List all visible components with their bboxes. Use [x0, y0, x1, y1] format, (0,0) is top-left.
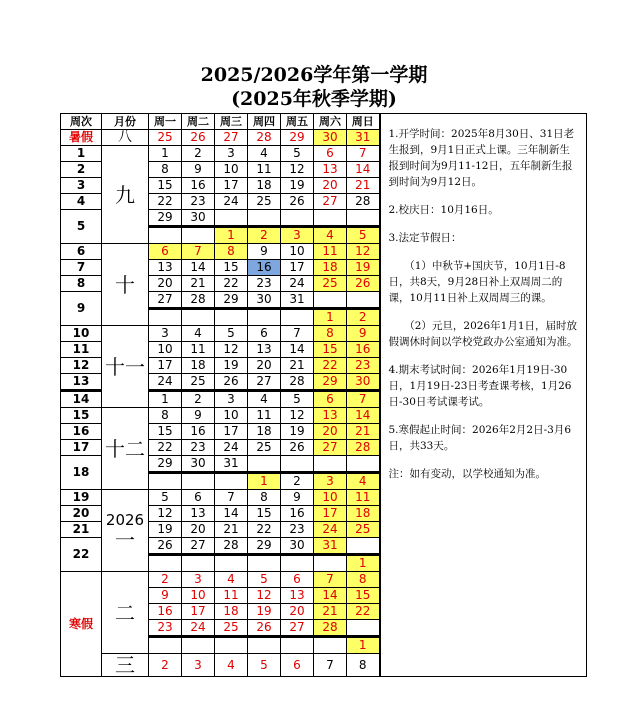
- day-cell: 11: [314, 244, 347, 260]
- day-cell: 7: [314, 572, 347, 588]
- day-cell: 24: [215, 440, 248, 456]
- header-cell: 周二: [182, 114, 215, 130]
- note-item: 注：如有变动，以学校通知为准。: [388, 468, 546, 480]
- day-cell: 29: [149, 456, 182, 473]
- day-cell: 30: [281, 538, 314, 555]
- day-cell: [182, 227, 215, 244]
- day-cell: 14: [347, 408, 380, 424]
- day-cell: 24: [149, 374, 182, 391]
- day-cell: [182, 473, 215, 490]
- day-cell: 16: [149, 604, 182, 620]
- day-cell: 27: [314, 440, 347, 456]
- header-cell: 周一: [149, 114, 182, 130]
- day-cell: 2: [182, 146, 215, 162]
- day-cell: 7: [215, 490, 248, 506]
- note-item: （1）中秋节+国庆节，10月1日-8日，共8天，9月28日补上双周周二的课，10月11日补上双周周三的课。: [388, 260, 566, 304]
- day-cell: [182, 309, 215, 326]
- day-cell: 20: [281, 604, 314, 620]
- day-cell: 16: [248, 260, 281, 276]
- day-cell: 31: [215, 456, 248, 473]
- day-cell: 19: [149, 522, 182, 538]
- day-cell: 28: [248, 130, 281, 146]
- week-number: 17: [61, 440, 102, 456]
- day-cell: 12: [281, 408, 314, 424]
- note-item: 3.法定节假日：: [388, 232, 462, 244]
- day-cell: 30: [182, 456, 215, 473]
- day-cell: 10: [215, 408, 248, 424]
- day-cell: 6: [281, 654, 314, 677]
- day-cell: 21: [347, 178, 380, 194]
- day-cell: 15: [248, 506, 281, 522]
- day-cell: 4: [248, 146, 281, 162]
- day-cell: 23: [281, 522, 314, 538]
- day-cell: 10: [314, 490, 347, 506]
- week-number: 10: [61, 326, 102, 342]
- day-cell: 6: [182, 490, 215, 506]
- day-cell: [215, 210, 248, 227]
- day-cell: 17: [149, 358, 182, 374]
- day-cell: 2: [182, 391, 215, 408]
- day-cell: 9: [182, 162, 215, 178]
- day-cell: 20: [314, 178, 347, 194]
- day-cell: 6: [248, 326, 281, 342]
- day-cell: [281, 210, 314, 227]
- day-cell: 8: [149, 408, 182, 424]
- day-cell: 13: [248, 342, 281, 358]
- day-cell: 2: [248, 227, 281, 244]
- month-label: [102, 146, 149, 244]
- header-cell: 周日: [347, 114, 380, 130]
- day-cell: 8: [347, 572, 380, 588]
- note-item: （2）元旦，2026年1月1日，届时放假调休时间以学校党政办公室通知为准。: [388, 320, 578, 348]
- day-cell: 23: [149, 620, 182, 637]
- day-cell: 13: [281, 588, 314, 604]
- day-cell: 29: [248, 538, 281, 555]
- day-cell: 26: [248, 620, 281, 637]
- day-cell: 11: [347, 490, 380, 506]
- day-cell: 15: [149, 424, 182, 440]
- day-cell: 7: [182, 244, 215, 260]
- day-cell: 1: [314, 309, 347, 326]
- day-cell: 27: [248, 374, 281, 391]
- day-cell: 4: [215, 654, 248, 677]
- day-cell: 1: [149, 391, 182, 408]
- day-cell: 13: [182, 506, 215, 522]
- week-number: 18: [61, 456, 102, 490]
- day-cell: 5: [248, 572, 281, 588]
- day-cell: 23: [248, 276, 281, 292]
- day-cell: 22: [149, 194, 182, 210]
- day-cell: 24: [182, 620, 215, 637]
- day-cell: [215, 555, 248, 572]
- day-cell: 28: [347, 194, 380, 210]
- day-cell: 3: [281, 227, 314, 244]
- day-cell: 6: [314, 146, 347, 162]
- month-label: [102, 130, 149, 146]
- day-cell: 28: [347, 440, 380, 456]
- day-cell: 13: [314, 408, 347, 424]
- day-cell: 28: [314, 620, 347, 637]
- day-cell: [248, 555, 281, 572]
- day-cell: 12: [281, 162, 314, 178]
- week-number: 9: [61, 292, 102, 326]
- day-cell: 5: [347, 227, 380, 244]
- day-cell: 27: [281, 620, 314, 637]
- month-label-text: 十: [115, 272, 135, 297]
- day-cell: 23: [182, 440, 215, 456]
- day-cell: 4: [248, 391, 281, 408]
- day-cell: 16: [347, 342, 380, 358]
- day-cell: 2: [347, 309, 380, 326]
- month-label-text: 一: [115, 527, 135, 552]
- day-cell: 17: [215, 424, 248, 440]
- day-cell: 3: [215, 146, 248, 162]
- day-cell: 26: [281, 440, 314, 456]
- day-cell: 30: [248, 292, 281, 309]
- week-number: 11: [61, 342, 102, 358]
- day-cell: 9: [248, 244, 281, 260]
- day-cell: 20: [149, 276, 182, 292]
- week-number: 暑假: [61, 130, 102, 146]
- day-cell: 29: [314, 374, 347, 391]
- day-cell: 11: [182, 342, 215, 358]
- week-number: 21: [61, 522, 102, 538]
- day-cell: 29: [215, 292, 248, 309]
- day-cell: [347, 292, 380, 309]
- day-cell: 10: [182, 588, 215, 604]
- day-cell: [215, 637, 248, 654]
- day-cell: 26: [215, 374, 248, 391]
- day-cell: 22: [314, 358, 347, 374]
- header-cell: 周四: [248, 114, 281, 130]
- day-cell: 8: [215, 244, 248, 260]
- day-cell: 21: [215, 522, 248, 538]
- day-cell: 17: [215, 178, 248, 194]
- day-cell: [149, 637, 182, 654]
- month-label: [102, 326, 149, 408]
- header-cell: 周三: [215, 114, 248, 130]
- month-label-text: 十二: [105, 436, 145, 461]
- week-number: 1: [61, 146, 102, 162]
- day-cell: [149, 309, 182, 326]
- day-cell: [215, 473, 248, 490]
- day-cell: [281, 637, 314, 654]
- day-cell: 5: [215, 326, 248, 342]
- calendar-table: [60, 113, 587, 677]
- day-cell: 5: [149, 490, 182, 506]
- day-cell: 10: [149, 342, 182, 358]
- day-cell: 1: [149, 146, 182, 162]
- day-cell: 27: [182, 538, 215, 555]
- day-cell: 11: [248, 408, 281, 424]
- day-cell: 2: [281, 473, 314, 490]
- day-cell: [347, 538, 380, 555]
- notes-panel: [380, 114, 587, 677]
- day-cell: 22: [248, 522, 281, 538]
- day-cell: 8: [149, 162, 182, 178]
- day-cell: [248, 309, 281, 326]
- day-cell: 22: [149, 440, 182, 456]
- day-cell: 9: [281, 490, 314, 506]
- day-cell: 21: [347, 424, 380, 440]
- day-cell: 19: [281, 178, 314, 194]
- day-cell: 17: [314, 506, 347, 522]
- day-cell: 13: [149, 260, 182, 276]
- day-cell: 30: [182, 210, 215, 227]
- day-cell: [314, 292, 347, 309]
- day-cell: 29: [281, 130, 314, 146]
- week-number: 4: [61, 194, 102, 210]
- day-cell: 7: [347, 146, 380, 162]
- day-cell: 24: [281, 276, 314, 292]
- day-cell: 17: [182, 604, 215, 620]
- day-cell: 28: [281, 374, 314, 391]
- day-cell: 12: [149, 506, 182, 522]
- day-cell: 11: [248, 162, 281, 178]
- month-label-text: 八: [118, 129, 132, 145]
- day-cell: 22: [347, 604, 380, 620]
- note-item: 2.校庆日：10月16日。: [388, 204, 499, 216]
- day-cell: 7: [314, 654, 347, 677]
- day-cell: [281, 309, 314, 326]
- day-cell: 13: [314, 162, 347, 178]
- day-cell: 27: [314, 194, 347, 210]
- day-cell: 21: [281, 358, 314, 374]
- month-label-text: 九: [115, 182, 135, 207]
- day-cell: [248, 637, 281, 654]
- day-cell: 14: [182, 260, 215, 276]
- day-cell: 4: [347, 473, 380, 490]
- day-cell: 5: [281, 146, 314, 162]
- day-cell: 28: [215, 538, 248, 555]
- day-cell: 27: [215, 130, 248, 146]
- week-number: 12: [61, 358, 102, 374]
- day-cell: 6: [281, 572, 314, 588]
- day-cell: 2: [149, 572, 182, 588]
- day-cell: 30: [314, 130, 347, 146]
- day-cell: 15: [314, 342, 347, 358]
- day-cell: [347, 456, 380, 473]
- day-cell: 31: [314, 538, 347, 555]
- day-cell: 5: [248, 654, 281, 677]
- day-cell: 18: [182, 358, 215, 374]
- month-label-text: 2026: [105, 510, 145, 529]
- day-cell: 14: [215, 506, 248, 522]
- day-cell: 25: [248, 194, 281, 210]
- week-number: 5: [61, 210, 102, 244]
- day-cell: 1: [215, 227, 248, 244]
- week-number: 7: [61, 260, 102, 276]
- day-cell: 12: [347, 244, 380, 260]
- day-cell: 31: [347, 130, 380, 146]
- day-cell: 3: [182, 654, 215, 677]
- day-cell: 19: [281, 424, 314, 440]
- day-cell: 26: [149, 538, 182, 555]
- day-cell: 20: [248, 358, 281, 374]
- day-cell: 9: [347, 326, 380, 342]
- day-cell: 5: [281, 391, 314, 408]
- day-cell: 3: [314, 473, 347, 490]
- day-cell: 24: [314, 522, 347, 538]
- day-cell: 18: [248, 178, 281, 194]
- month-label-text: 十一: [105, 354, 145, 379]
- day-cell: [182, 637, 215, 654]
- day-cell: 16: [182, 424, 215, 440]
- day-cell: 12: [215, 342, 248, 358]
- month-label: [102, 408, 149, 490]
- day-cell: 20: [182, 522, 215, 538]
- day-cell: [248, 210, 281, 227]
- day-cell: [314, 555, 347, 572]
- page-subtitle: (2025年秋季学期): [231, 88, 397, 110]
- day-cell: 19: [215, 358, 248, 374]
- day-cell: 25: [347, 522, 380, 538]
- month-label: [102, 490, 149, 572]
- day-cell: 11: [215, 588, 248, 604]
- day-cell: 25: [182, 374, 215, 391]
- day-cell: [149, 227, 182, 244]
- day-cell: [182, 555, 215, 572]
- day-cell: 8: [248, 490, 281, 506]
- day-cell: 19: [347, 260, 380, 276]
- month-label: [102, 654, 149, 677]
- day-cell: 3: [182, 572, 215, 588]
- month-label-text: 三: [115, 653, 135, 677]
- day-cell: 25: [149, 130, 182, 146]
- month-label-text: 二: [115, 600, 135, 625]
- day-cell: 15: [347, 588, 380, 604]
- day-cell: 7: [347, 391, 380, 408]
- header-cell: 周次: [61, 114, 102, 130]
- day-cell: 16: [182, 178, 215, 194]
- day-cell: 1: [347, 555, 380, 572]
- note-item: 5.寒假起止时间：2026年2月2日-3月6日，共33天。: [388, 424, 572, 452]
- day-cell: 3: [215, 391, 248, 408]
- day-cell: [215, 309, 248, 326]
- day-cell: 25: [248, 440, 281, 456]
- week-number: 寒假: [61, 572, 102, 677]
- week-number: 14: [61, 391, 102, 408]
- day-cell: [347, 620, 380, 637]
- day-cell: 4: [182, 326, 215, 342]
- week-number: 13: [61, 374, 102, 391]
- day-cell: 20: [314, 424, 347, 440]
- day-cell: 25: [314, 276, 347, 292]
- day-cell: [347, 210, 380, 227]
- header-cell: 月份: [102, 114, 149, 130]
- day-cell: 8: [314, 326, 347, 342]
- day-cell: 16: [281, 506, 314, 522]
- week-number: 16: [61, 424, 102, 440]
- day-cell: [314, 210, 347, 227]
- day-cell: 6: [314, 391, 347, 408]
- day-cell: 7: [281, 326, 314, 342]
- header-cell: 周五: [281, 114, 314, 130]
- day-cell: 2: [149, 654, 182, 677]
- day-cell: 1: [248, 473, 281, 490]
- day-cell: 4: [215, 572, 248, 588]
- day-cell: 15: [215, 260, 248, 276]
- week-number: 22: [61, 538, 102, 572]
- week-number: 19: [61, 490, 102, 506]
- note-item: 1.开学时间：2025年8月30日、31日老生报到，9月1日正式上课。三年制新生报到时间为9月11-12日，五年制新生报到时间为9月12日。: [388, 128, 575, 188]
- day-cell: 18: [215, 604, 248, 620]
- day-cell: 17: [281, 260, 314, 276]
- day-cell: 24: [215, 194, 248, 210]
- day-cell: 14: [347, 162, 380, 178]
- day-cell: 18: [314, 260, 347, 276]
- day-cell: 14: [314, 588, 347, 604]
- day-cell: 22: [215, 276, 248, 292]
- day-cell: 25: [215, 620, 248, 637]
- day-cell: 4: [314, 227, 347, 244]
- day-cell: [248, 456, 281, 473]
- month-label: [102, 572, 149, 654]
- day-cell: [149, 473, 182, 490]
- day-cell: 10: [215, 162, 248, 178]
- day-cell: 18: [347, 506, 380, 522]
- day-cell: 1: [347, 637, 380, 654]
- week-number: 15: [61, 408, 102, 424]
- day-cell: 14: [281, 342, 314, 358]
- week-number: 6: [61, 244, 102, 260]
- day-cell: 23: [182, 194, 215, 210]
- day-cell: 9: [149, 588, 182, 604]
- day-cell: 18: [248, 424, 281, 440]
- note-item: 4.期末考试时间：2026年1月19日-30日，1月19日-23日考查课考核，1月26日-30日考试课考试。: [388, 364, 572, 408]
- day-cell: 28: [182, 292, 215, 309]
- header-cell: 周六: [314, 114, 347, 130]
- week-number: 8: [61, 276, 102, 292]
- day-cell: 8: [347, 654, 380, 677]
- day-cell: [314, 637, 347, 654]
- day-cell: 29: [149, 210, 182, 227]
- day-cell: 26: [347, 276, 380, 292]
- day-cell: 26: [182, 130, 215, 146]
- day-cell: [149, 555, 182, 572]
- page-title: 2025/2026学年第一学期: [200, 64, 428, 86]
- day-cell: 15: [149, 178, 182, 194]
- week-number: 20: [61, 506, 102, 522]
- day-cell: 27: [149, 292, 182, 309]
- day-cell: 23: [347, 358, 380, 374]
- day-cell: 30: [347, 374, 380, 391]
- day-cell: 19: [248, 604, 281, 620]
- day-cell: 12: [248, 588, 281, 604]
- day-cell: 26: [281, 194, 314, 210]
- day-cell: 3: [149, 326, 182, 342]
- day-cell: [281, 456, 314, 473]
- day-cell: 21: [182, 276, 215, 292]
- day-cell: [314, 456, 347, 473]
- day-cell: 31: [281, 292, 314, 309]
- month-label: [102, 244, 149, 326]
- day-cell: [281, 555, 314, 572]
- day-cell: 10: [281, 244, 314, 260]
- week-number: 2: [61, 162, 102, 178]
- week-number: 3: [61, 178, 102, 194]
- day-cell: 21: [314, 604, 347, 620]
- day-cell: 6: [149, 244, 182, 260]
- day-cell: 9: [182, 408, 215, 424]
